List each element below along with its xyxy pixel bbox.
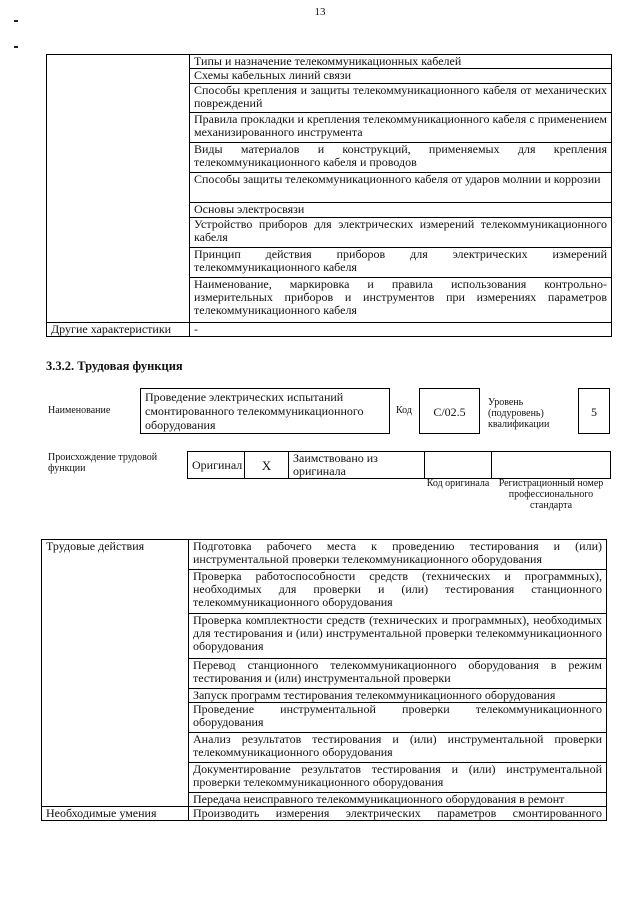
section-heading: 3.3.2. Трудовая функция xyxy=(46,359,183,373)
knowledge-row: Виды материалов и конструкций, применяемых для крепления телекоммуникационного кабеля и проводов xyxy=(190,143,612,173)
skills-row: Производить измерения электрических параметров смонтированного xyxy=(189,807,607,821)
page-number: 13 xyxy=(314,6,326,18)
action-row: Проведение инструментальной проверки телекоммуникационного оборудования xyxy=(189,703,607,733)
original-mark: Х xyxy=(245,452,289,479)
action-row: Подготовка рабочего места к проведению тестирования и (или) инструментальной проверки телекоммуникационного оборудования xyxy=(189,540,607,570)
level-label: Уровень (подуровень) квалификации xyxy=(488,397,550,430)
knowledge-table xyxy=(46,54,612,337)
reg-number-cell xyxy=(492,452,611,479)
knowledge-row: Типы и назначение телекоммуникационных кабелей xyxy=(190,55,612,69)
action-row: Перевод станционного телекоммуникационного оборудования в режим тестирования и (или) инструментальной проверки xyxy=(189,659,607,689)
knowledge-row: Правила прокладки и крепления телекоммуникационного кабеля с применением механизированного инструмента xyxy=(190,113,612,143)
knowledge-row: Способы крепления и защиты телекоммуникационного кабеля от механических повреждений xyxy=(190,84,612,113)
knowledge-label-cell xyxy=(47,55,190,323)
code-value: С/02.5 xyxy=(419,388,480,434)
action-row: Проверка комплектности средств (технических и программных), необходимых для тестирования и (или) инструментальной проверки телекоммуникационного оборудования xyxy=(189,614,607,659)
orig-code-label: Код оригинала xyxy=(426,478,490,489)
actions-table xyxy=(41,539,607,821)
original-code-cell xyxy=(425,452,492,479)
name-label: Наименование xyxy=(48,405,111,416)
other-characteristics-value: - xyxy=(190,323,612,337)
scan-mark xyxy=(14,20,18,22)
scan-mark xyxy=(14,46,18,48)
action-row: Анализ результатов тестирования и (или) инструментальной проверки телекоммуникационного оборудования xyxy=(189,733,607,763)
other-characteristics-label: Другие характеристики xyxy=(47,323,190,337)
knowledge-row: Основы электросвязи xyxy=(190,203,612,218)
level-value: 5 xyxy=(578,388,610,434)
action-row: Передача неисправного телекоммуникационного оборудования в ремонт xyxy=(189,793,607,807)
action-row: Проверка работоспособности средств (технических и программных), необходимых для проверки и (или) тестирования станционного телекоммуникационного оборудования xyxy=(189,570,607,614)
action-row: Запуск программ тестирования телекоммуникационного оборудования xyxy=(189,689,607,703)
skills-label: Необходимые умения xyxy=(42,807,189,821)
knowledge-row: Устройство приборов для электрических измерений телекоммуникационного кабеля xyxy=(190,218,612,248)
origin-table xyxy=(187,451,611,479)
borrowed-label: Заимствовано из оригинала xyxy=(289,452,425,479)
original-label: Оригинал xyxy=(188,452,245,479)
knowledge-row: Наименование, маркировка и правила использования контрольно-измерительных приборов и инструментов при измерениях параметров телекоммуникационного кабеля xyxy=(190,278,612,323)
origin-label: Происхождение трудовой функции xyxy=(48,452,158,474)
actions-label: Трудовые действия xyxy=(42,540,189,807)
action-row: Документирование результатов тестирования и (или) инструментальной проверки телекоммуникационного оборудования xyxy=(189,763,607,793)
name-value: Проведение электрических испытаний смонтированного телекоммуникационного оборудования xyxy=(140,388,390,434)
knowledge-row: Схемы кабельных линий связи xyxy=(190,69,612,84)
code-label: Код xyxy=(396,405,412,416)
reg-number-label: Регистрационный номер профессионального стандарта xyxy=(498,478,604,511)
knowledge-row: Способы защиты телекоммуникационного кабеля от ударов молнии и коррозии xyxy=(190,173,612,203)
knowledge-row: Принцип действия приборов для электрических измерений телекоммуникационного кабеля xyxy=(190,248,612,278)
